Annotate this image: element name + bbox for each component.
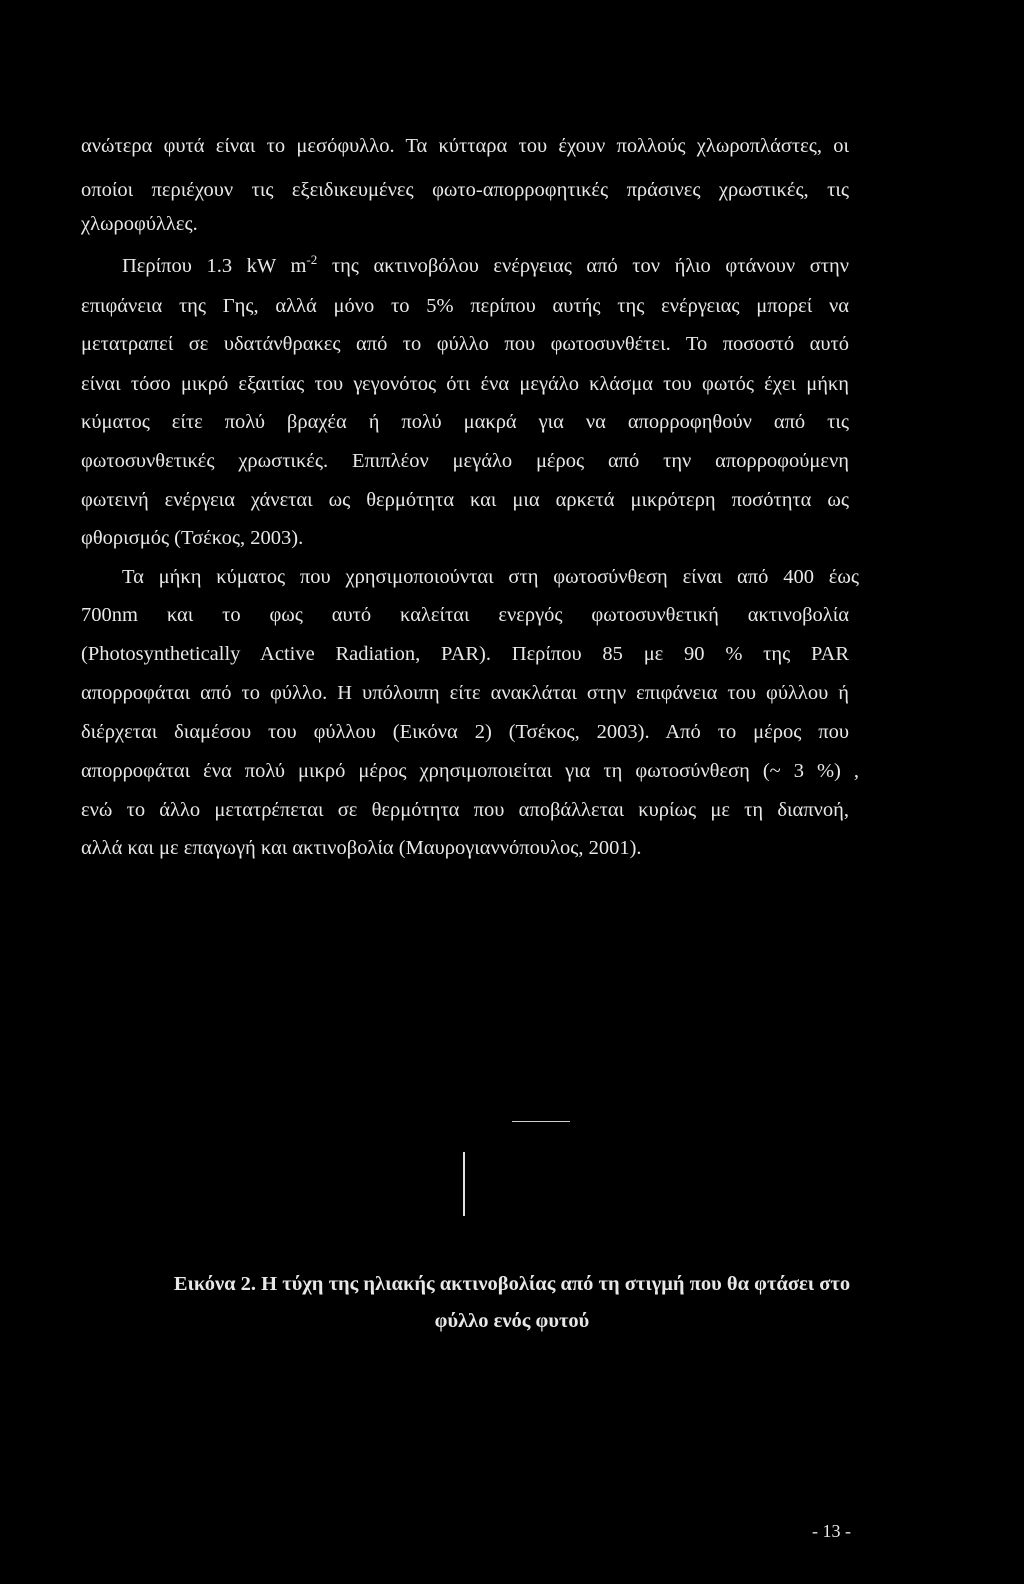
paragraph-2-line-5: κύματος είτε πολύ βραχέα ή πολύ μακρά για να απορροφηθούν από τις <box>81 411 849 433</box>
superscript: -2 <box>306 252 318 268</box>
paragraph-2-line-4: είναι τόσο μικρό εξαιτίας του γεγονότος ότι ένα μεγάλο κλάσμα του φωτός έχει μήκη <box>81 373 849 395</box>
figure-caption-line-1: Εικόνα 2. Η τύχη της ηλιακής ακτινοβολίας από τη στιγμή που θα φτάσει στο <box>173 1273 851 1295</box>
paragraph-1-line-1: ανώτερα φυτά είναι το μεσόφυλλο. Τα κύτταρα του έχουν πολλούς χλωροπλάστες, οι <box>81 135 849 157</box>
paragraph-3-line-2: 700nm και το φως αυτό καλείται ενεργός φωτοσυνθετική ακτινοβολία <box>81 604 849 626</box>
paragraph-2-line-1 <box>122 252 849 277</box>
figure-rule-horizontal <box>512 1121 570 1122</box>
paragraph-1-line-2: οποίοι περιέχουν τις εξειδικευμένες φωτο-απορροφητικές πράσινες χρωστικές, τις <box>81 179 849 201</box>
figure-caption-line-2: φύλλο ενός φυτού <box>434 1310 590 1332</box>
page-number: - 13 - <box>812 1521 851 1541</box>
paragraph-2-line-3: μετατραπεί σε υδατάνθρακες από το φύλλο που φωτοσυνθέτει. Το ποσοστό αυτό <box>81 333 849 355</box>
paragraph-2-line-1-end: της ακτινοβόλου ενέργειας από τον ήλιο φτάνουν στην <box>317 255 849 277</box>
paragraph-3-line-6: απορροφάται ένα πολύ μικρό μέρος χρησιμοποιείται για τη φωτοσύνθεση (~ 3 %) , <box>81 760 859 782</box>
paragraph-2-line-2: επιφάνεια της Γης, αλλά μόνο το 5% περίπου αυτής της ενέργειας μπορεί να <box>81 295 849 317</box>
paragraph-3-line-7: ενώ το άλλο μετατρέπεται σε θερμότητα που αποβάλλεται κυρίως με τη διαπνοή, <box>81 799 849 821</box>
paragraph-3-line-4: απορροφάται από το φύλλο. Η υπόλοιπη είτε ανακλάται στην επιφάνεια του φύλλου ή <box>81 682 849 704</box>
paragraph-1-line-3: χλωροφύλλες. <box>81 213 198 235</box>
paragraph-3-line-5: διέρχεται διαμέσου του φύλλου (Εικόνα 2) (Τσέκος, 2003). Από το μέρος που <box>81 721 849 743</box>
paragraph-2-line-6: φωτοσυνθετικές χρωστικές. Επιπλέον μεγάλο μέρος από την απορροφούμενη <box>81 450 849 472</box>
figure-rule-vertical <box>463 1152 465 1216</box>
paragraph-2-line-7: φωτεινή ενέργεια χάνεται ως θερμότητα και μια αρκετά μικρότερη ποσότητα ως <box>81 489 849 511</box>
paragraph-3-line-3: (Photosynthetically Active Radiation, PAR). Περίπου 85 με 90 % της PAR <box>81 643 849 665</box>
paragraph-3-line-8: αλλά και με επαγωγή και ακτινοβολία (Μαυρογιαννόπουλος, 2001). <box>81 837 642 859</box>
paragraph-3-line-1: Τα μήκη κύματος που χρησιμοποιούνται στη φωτοσύνθεση είναι από 400 έως <box>122 566 859 588</box>
paragraph-2-line-1-start: Περίπου 1.3 kW m <box>122 255 307 277</box>
paragraph-2-line-8: φθορισμός (Τσέκος, 2003). <box>81 527 304 549</box>
